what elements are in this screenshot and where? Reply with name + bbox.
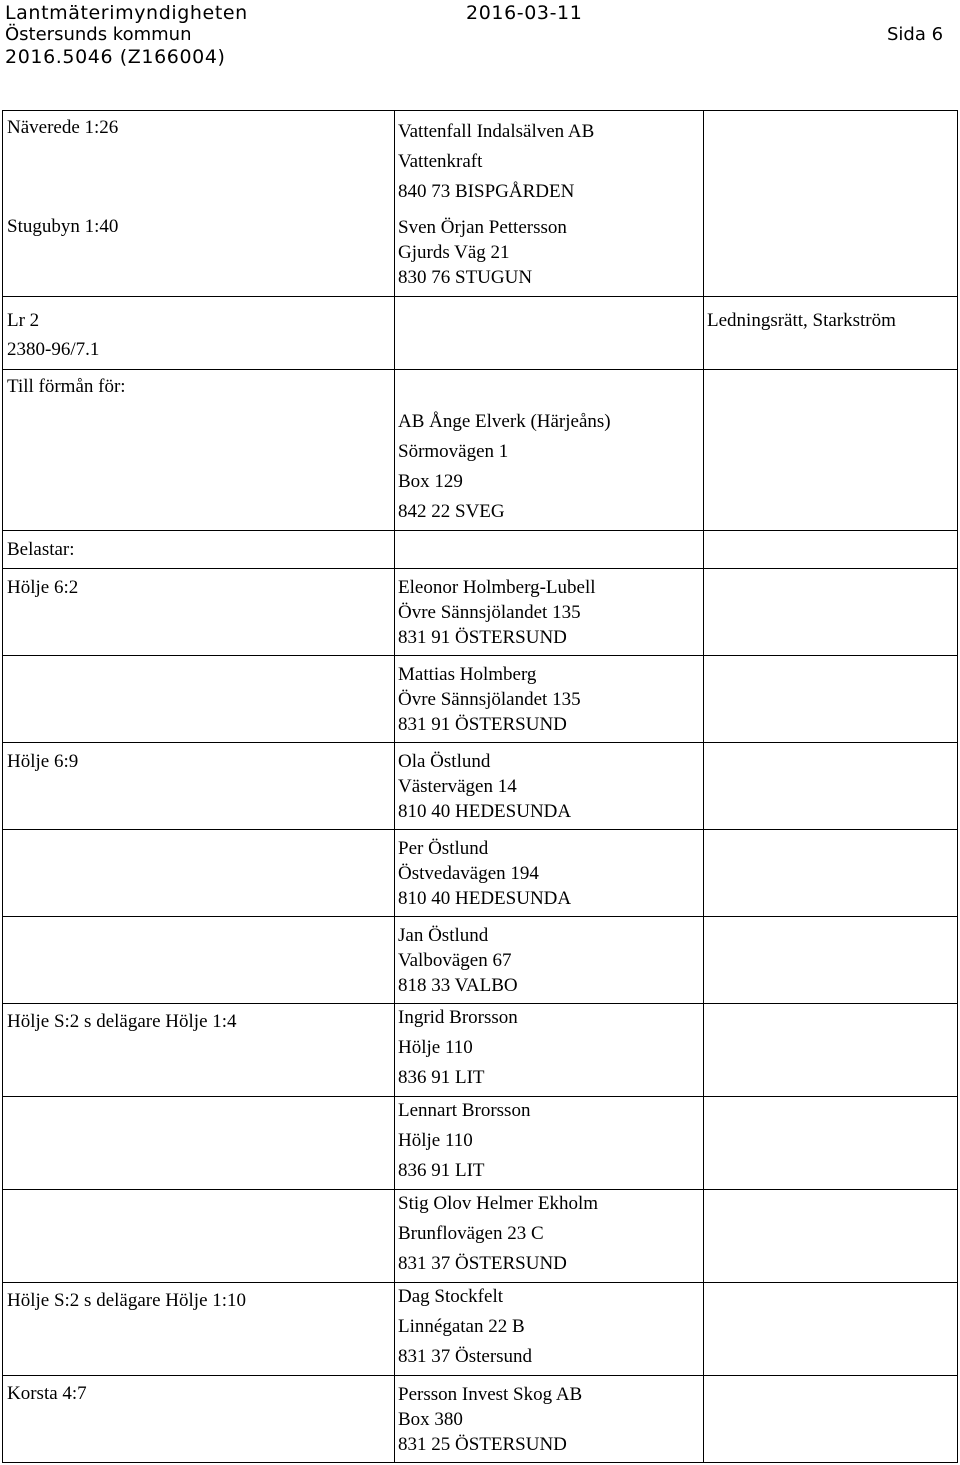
owner-postal: 840 73 BISPGÅRDEN — [398, 181, 575, 202]
property-naverede: Näverede 1:26 — [7, 117, 119, 138]
owner-address — [398, 117, 594, 207]
owner-name: Stig Olov Helmer Ekholm — [398, 1193, 599, 1214]
owner-address — [398, 215, 567, 290]
owner-line: Hölje 110 — [398, 1130, 473, 1151]
owner-address — [398, 575, 596, 650]
owner-name: Ola Östlund — [398, 751, 491, 772]
owner-postal: 810 40 HEDESUNDA — [398, 888, 572, 909]
owner-postal: 830 76 STUGUN — [398, 267, 533, 288]
owner-address — [398, 836, 571, 911]
rights-type: Ledningsrätt, Starkström — [707, 310, 896, 331]
municipality-name: Östersunds kommun — [5, 24, 192, 45]
owner-line: Vattenkraft — [398, 151, 483, 172]
owner-postal: 831 25 ÖSTERSUND — [398, 1434, 567, 1455]
owner-name: Sven Örjan Pettersson — [398, 217, 567, 238]
property-holje-6-9: Hölje 6:9 — [7, 751, 79, 772]
owner-postal: 831 37 ÖSTERSUND — [398, 1253, 567, 1274]
authority-name: Lantmäterimyndigheten — [5, 2, 248, 24]
owner-address — [398, 749, 571, 824]
owner-name: Persson Invest Skog AB — [398, 1384, 583, 1405]
lr-label: Lr 2 — [7, 310, 40, 331]
property-stugubyn: Stugubyn 1:40 — [7, 216, 119, 237]
owner-postal: 842 22 SVEG — [398, 501, 505, 522]
owner-line: Box 129 — [398, 471, 463, 492]
owner-postal: 818 33 VALBO — [398, 975, 518, 996]
property-holje-s2-1-4: Hölje S:2 s delägare Hölje 1:4 — [7, 1011, 237, 1032]
burdened-heading: Belastar: — [7, 539, 75, 560]
owner-name: Dag Stockfelt — [398, 1286, 504, 1307]
owner-line: Östvedavägen 194 — [398, 863, 539, 884]
owner-postal: 831 37 Östersund — [398, 1346, 533, 1367]
property-korsta: Korsta 4:7 — [7, 1383, 87, 1404]
owner-postal: 831 91 ÖSTERSUND — [398, 627, 567, 648]
owner-line: Övre Sännsjölandet 135 — [398, 689, 581, 710]
case-number: 2016.5046 (Z166004) — [5, 46, 226, 68]
owner-line: Sörmovägen 1 — [398, 441, 509, 462]
owner-line: Brunflovägen 23 C — [398, 1223, 544, 1244]
owner-address — [398, 1189, 598, 1279]
property-holje-6-2: Hölje 6:2 — [7, 577, 79, 598]
owner-address — [398, 1382, 582, 1457]
owner-address — [398, 923, 518, 998]
owner-name: Ingrid Brorsson — [398, 1007, 518, 1028]
lr-number: 2380-96/7.1 — [7, 339, 100, 360]
owner-name: Jan Östlund — [398, 925, 489, 946]
owner-address — [398, 407, 611, 527]
owner-name: Mattias Holmberg — [398, 664, 537, 685]
owner-name: Eleonor Holmberg-Lubell — [398, 577, 596, 598]
page-number: Sida 6 — [887, 24, 944, 45]
document-date: 2016-03-11 — [466, 2, 583, 24]
owner-postal: 836 91 LIT — [398, 1067, 485, 1088]
owner-postal: 831 91 ÖSTERSUND — [398, 714, 567, 735]
owner-postal: 836 91 LIT — [398, 1160, 485, 1181]
owner-address — [398, 1003, 518, 1093]
owner-line: Hölje 110 — [398, 1037, 473, 1058]
property-holje-s2-1-10: Hölje S:2 s delägare Hölje 1:10 — [7, 1290, 247, 1311]
owner-postal: 810 40 HEDESUNDA — [398, 801, 572, 822]
owner-address — [398, 662, 581, 737]
owner-line: Valbovägen 67 — [398, 950, 512, 971]
owner-address — [398, 1282, 532, 1372]
owner-name: Lennart Brorsson — [398, 1100, 531, 1121]
owner-address — [398, 1096, 530, 1186]
owner-name: Vattenfall Indalsälven AB — [398, 121, 595, 142]
owner-line: Övre Sännsjölandet 135 — [398, 602, 581, 623]
owner-line: Västervägen 14 — [398, 776, 517, 797]
owner-line: Linnégatan 22 B — [398, 1316, 525, 1337]
beneficiary-heading: Till förmån för: — [7, 376, 126, 397]
owner-name: AB Ånge Elverk (Härjeåns) — [398, 411, 611, 432]
owner-line: Box 380 — [398, 1409, 463, 1430]
owner-name: Per Östlund — [398, 838, 489, 859]
owner-line: Gjurds Väg 21 — [398, 242, 510, 263]
